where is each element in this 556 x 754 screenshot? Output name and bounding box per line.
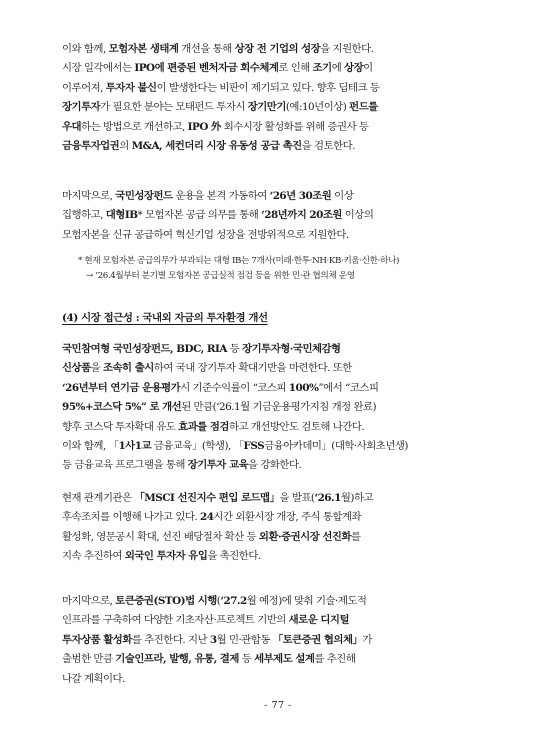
text-line <box>62 418 502 437</box>
emphasis-text: FSS <box>243 439 265 452</box>
text-line <box>62 40 502 59</box>
emphasis-text: 국민참여형 <box>62 343 113 355</box>
emphasis-text: 3 <box>209 633 217 646</box>
section-heading: (4) 시장 접근성 : 국내외 자금의 투자환경 개선 <box>62 312 268 324</box>
emphasis-text: 우대 <box>62 120 82 133</box>
emphasis-text: 국민성장펀드, BDC, RIA <box>112 343 227 355</box>
page-number: - 77 - <box>264 700 292 711</box>
text-line <box>62 206 502 225</box>
body-text: 운용을 본격 가동하여 <box>172 190 270 202</box>
emphasis-text: ‘27.2 <box>220 595 247 607</box>
text-line <box>62 340 502 359</box>
emphasis-text: 「토큰증권 협의체」 <box>272 633 363 646</box>
emphasis-text: ‘26년부터 <box>62 381 111 394</box>
body-text: 현재 관계기관은 <box>62 492 135 504</box>
body-text: 금융교육」(학생), 「 <box>151 439 244 452</box>
text-line <box>62 670 502 689</box>
body-text: 시간 외환시장 개장, 주식 통합계좌 <box>213 511 362 524</box>
emphasis-text: 연기금 운용평가 <box>110 381 181 394</box>
text-line <box>62 226 502 245</box>
body-text: 하여 국내 장기투자 확대기반을 마련한다. 또한 <box>153 362 352 375</box>
body-text: 로 인해 <box>278 62 313 75</box>
body-text: 를 추진해 <box>314 653 356 666</box>
paragraph-msci-roadmap <box>62 489 502 567</box>
body-text: 등 <box>238 653 255 666</box>
text-line <box>62 59 502 78</box>
body-text: 지속 추진하여 <box>62 550 125 563</box>
emphasis-text: 국민성장펀드 <box>115 190 173 202</box>
footnote-line: * 현재 모험자본 공급의무가 부과되는 대형 IB는 7개사(미래·한투·NH·KB·키움·신한·하나) <box>78 256 399 266</box>
emphasis-text: 기술인프라, 발행, 유통, 결제 <box>115 653 239 666</box>
body-text: 이와 함께, <box>62 43 109 55</box>
emphasis-text: 「MSCI 선진지수 편입 로드맵」 <box>134 492 280 504</box>
body-text: 집행하고, <box>62 209 106 222</box>
paragraph-token-securities <box>62 592 502 689</box>
body-text: 활성화, 영문공시 확대, 선진 배당절차 확산 등 <box>62 530 259 543</box>
emphasis-text: IPO 外 <box>187 120 221 133</box>
body-text: (예:10년이상) <box>285 101 350 114</box>
paragraph-long-term-investment <box>62 340 502 476</box>
body-text: 된 만큼(‘26.1월 기금운용평가지침 개정 완료) <box>181 401 377 414</box>
emphasis-text: 상장 전 기업의 성장 <box>234 43 321 55</box>
emphasis-text: 외환·증권시장 선진화 <box>258 530 351 543</box>
emphasis-text: 효과를 점검 <box>178 420 229 433</box>
body-text: 이상 <box>331 190 354 202</box>
text-line <box>62 359 502 378</box>
emphasis-text: 금융투자업권 <box>62 139 120 152</box>
body-text: 모험자본을 신규 공급하여 혁신기업 성장을 전방위적으로 지원한다. <box>62 228 349 241</box>
body-text: 회수시장 활성화를 위해 증권사 등 <box>220 120 369 133</box>
emphasis-text: ‘26년 30조원 <box>269 190 332 202</box>
body-text: * 모험자본 공급 의무를 통해 <box>137 209 262 222</box>
paragraph-growth-fund <box>62 187 502 245</box>
body-text: 마지막으로, <box>62 190 116 202</box>
body-text: 하는 방법으로 개선하고, <box>81 120 188 133</box>
body-text: 을 검토한다. <box>301 139 356 152</box>
text-line <box>62 528 502 547</box>
body-text: 향후 코스닥 투자확대 유도 <box>62 420 179 433</box>
body-text: 이와 함께, 「 <box>62 439 119 452</box>
body-text: 금융아카데미」(대학·사회초년생) <box>264 439 408 452</box>
emphasis-text: 로 개선 <box>146 401 182 414</box>
body-text: 의 <box>119 139 132 152</box>
text-line <box>62 547 502 566</box>
body-text: 개선을 통해 <box>178 43 235 55</box>
body-text: 나갈 계획이다. <box>62 672 125 685</box>
emphasis-text: 투자상품 활성화 <box>62 633 132 646</box>
body-text: 월)하고 <box>340 492 374 504</box>
text-line <box>62 456 502 475</box>
body-text: 을 강화한다. <box>248 459 302 472</box>
text-line <box>62 489 502 508</box>
body-text: 월 민·관합동 <box>216 633 273 646</box>
emphasis-text: 투자자 불신 <box>105 81 157 94</box>
emphasis-text: 새로운 디지털 <box>288 614 349 627</box>
body-text: ( <box>216 595 221 607</box>
emphasis-text: ‘28년까지 20조원 <box>261 209 342 222</box>
body-text: 월 예정)에 맞춰 기술·제도적 <box>246 595 367 607</box>
emphasis-text: ‘26.1 <box>314 492 341 504</box>
body-text: 등 금융교육 프로그램을 통해 <box>62 459 188 472</box>
emphasis-text: 펀드를 <box>349 101 378 114</box>
body-text: 후속조치를 이행해 나가고 있다. <box>62 511 200 524</box>
body-text: 를 <box>350 530 361 543</box>
text-line <box>62 650 502 669</box>
body-text: 등 <box>226 343 243 355</box>
emphasis-text: M&A, 세컨더리 시장 유동성 공급 촉진 <box>131 139 302 152</box>
text-line <box>62 98 502 117</box>
text-line <box>62 398 502 417</box>
emphasis-text: 장기투자 교육 <box>187 459 249 472</box>
body-text: 이 발생한다는 비판이 제기되고 있다. 향후 딥테크 등 <box>156 81 380 94</box>
emphasis-text: 장기만기 <box>247 101 286 114</box>
emphasis-text: 토큰증권(STO)법 시행 <box>115 595 217 607</box>
text-line <box>62 79 502 98</box>
text-line <box>62 437 502 456</box>
emphasis-text: 24 <box>200 511 214 524</box>
text-line <box>62 592 502 611</box>
body-text: 시 기준수익률이 “코스피 <box>180 381 289 394</box>
body-text: 출범한 만큼 <box>62 653 116 666</box>
emphasis-text: 상장 <box>344 62 364 75</box>
emphasis-text: 모험자본 생태계 <box>108 43 179 55</box>
body-text: 이루어져, <box>62 81 106 94</box>
footnote-line: → ‘26.4월부터 분기별 모험자본 공급실적 점검 등을 위한 민·관 협의체 운영 <box>86 271 355 281</box>
emphasis-text: 신상품 <box>62 362 91 375</box>
text-line <box>62 187 502 206</box>
emphasis-text: IPO에 편중된 벤처자금 회수체계 <box>134 62 279 75</box>
text-line <box>62 118 502 137</box>
emphasis-text: 100% <box>288 381 319 394</box>
paragraph-venture-capital <box>62 40 502 156</box>
body-text: ”에서 “코스피 <box>318 381 379 394</box>
text-line <box>62 508 502 527</box>
text-line <box>62 631 502 650</box>
body-text: 하고 개선방안도 검토해 나간다. <box>228 420 365 433</box>
emphasis-text: 외국인 투자자 유입 <box>124 550 208 563</box>
body-text: 을 <box>90 362 103 375</box>
emphasis-text: 조기 <box>312 62 332 75</box>
emphasis-text: 95%+코스닥 5%” <box>62 401 147 414</box>
emphasis-text: 대형IB <box>105 209 138 222</box>
body-text: 가 필요한 분야는 모태펀드 투자시 <box>100 101 248 114</box>
body-text: 을 발표( <box>279 492 315 504</box>
body-text: 이상의 <box>341 209 374 222</box>
body-text: 을 촉진한다. <box>207 550 261 563</box>
body-text: 에 <box>331 62 345 75</box>
body-text: 인프라를 구축하여 다양한 기초자산·프로젝트 기반의 <box>62 614 289 627</box>
emphasis-text: 장기투자 <box>62 101 101 114</box>
emphasis-text: 조속히 출시 <box>102 362 154 375</box>
emphasis-text: 1사1교 <box>118 439 151 452</box>
emphasis-text: 세부제도 설계 <box>254 653 315 666</box>
text-line <box>62 611 502 630</box>
body-text: 이 <box>363 62 373 75</box>
body-text: 가 <box>362 633 372 646</box>
emphasis-text: 장기투자형·국민체감형 <box>242 343 341 355</box>
text-line <box>62 137 502 156</box>
body-text: 를 추진한다. 지난 <box>131 633 210 646</box>
body-text: 시장 일각에서는 <box>62 62 135 75</box>
footnote <box>78 254 498 284</box>
text-line <box>62 379 502 398</box>
body-text: 을 지원한다. <box>320 43 374 55</box>
body-text: 마지막으로, <box>62 595 116 607</box>
